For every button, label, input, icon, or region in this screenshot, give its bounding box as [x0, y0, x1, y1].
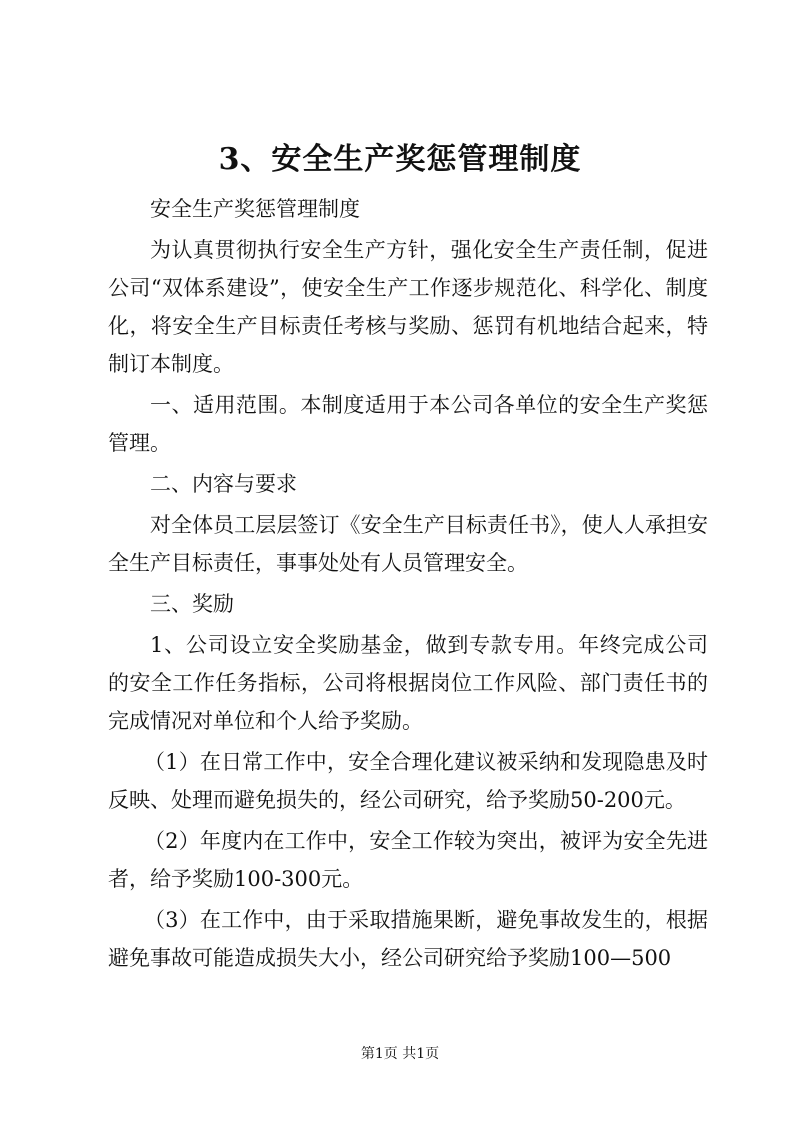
paragraph-reward-item-3: （3）在工作中，由于采取措施果断，避免事故发生的，根据避免事故可能造成损失大小，经公司研究给予奖励100—500	[108, 908, 708, 970]
page-footer: 第1页 共1页	[360, 1046, 440, 1062]
paragraph-reward-item-1: （1）在日常工作中，安全合理化建议被采纳和发现隐患及时反映、处理而避免损失的，经公司研究，给予奖励50-200元。	[108, 750, 708, 812]
paragraph-scope: 一、适用范围。本制度适用于本公司各单位的安全生产奖惩管理。	[108, 393, 708, 455]
section-heading-requirements: 二、内容与要求	[150, 472, 297, 496]
section-heading-rewards: 三、奖励	[150, 592, 234, 616]
paragraph-subtitle: 安全生产奖惩管理制度	[150, 197, 360, 221]
paragraph-requirements: 对全体员工层层签订《安全生产目标责任书》，使人人承担安全生产目标责任，事事处处有人员管理安全。	[108, 513, 708, 575]
paragraph-intro: 为认真贯彻执行安全生产方针，强化安全生产责任制，促进公司“双体系建设”，使安全生产工作逐步规范化、科学化、制度化，将安全生产目标责任考核与奖励、惩罚有机地结合起来，特制订本制度。	[108, 238, 708, 376]
paragraph-reward-item-2: （2）年度内在工作中，安全工作较为突出，被评为安全先进者，给予奖励100-300元。	[108, 829, 708, 891]
paragraph-reward-fund: 1、公司设立安全奖励基金，做到专款专用。年终完成公司的安全工作任务指标，公司将根据岗位工作风险、部门责任书的完成情况对单位和个人给予奖励。	[108, 633, 708, 733]
page-title: 3、安全生产奖惩管理制度	[218, 142, 582, 177]
document-body	[108, 190, 708, 980]
